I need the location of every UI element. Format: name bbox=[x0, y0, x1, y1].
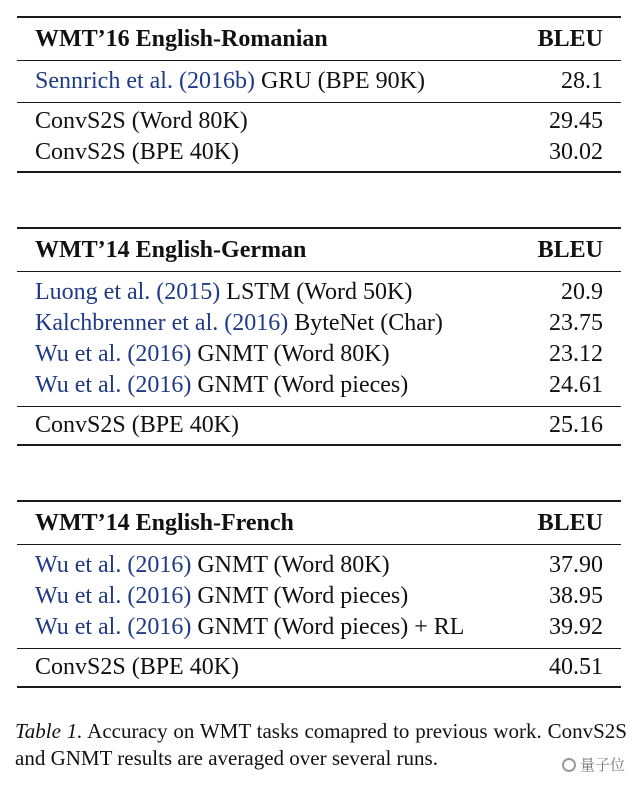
table-row bbox=[17, 105, 621, 136]
table-row bbox=[17, 338, 621, 369]
bottom-rule bbox=[17, 444, 621, 446]
bleu-score: 23.12 bbox=[549, 340, 603, 367]
bottom-rule bbox=[17, 686, 621, 688]
bleu-score: 23.75 bbox=[549, 309, 603, 336]
table-en-de bbox=[17, 227, 621, 446]
citation-link[interactable]: Wu et al. (2016) bbox=[35, 613, 192, 640]
table-header bbox=[17, 229, 621, 271]
table-row bbox=[17, 611, 621, 642]
bleu-score: 28.1 bbox=[561, 67, 603, 94]
bleu-score: 39.92 bbox=[549, 613, 603, 640]
table-row bbox=[17, 651, 621, 682]
table-row bbox=[17, 307, 621, 338]
model-name: ConvS2S (BPE 40K) bbox=[35, 138, 240, 165]
watermark bbox=[559, 754, 628, 775]
bottom-rule bbox=[17, 171, 621, 173]
bleu-score: 25.16 bbox=[549, 411, 603, 438]
table-en-fr bbox=[17, 500, 621, 688]
model-name: ConvS2S (Word 80K) bbox=[35, 107, 248, 134]
caption-text: Accuracy on WMT tasks comapred to previous work. ConvS2S and GNMT results are averaged over several runs. bbox=[15, 719, 627, 770]
model-name: GNMT (Word pieces) bbox=[191, 371, 409, 398]
citation-link[interactable]: Kalchbrenner et al. (2016) bbox=[35, 309, 289, 336]
citation-link[interactable]: Sennrich et al. (2016b) bbox=[35, 67, 255, 94]
caption-label: Table 1. bbox=[15, 719, 83, 743]
citation-link[interactable]: Luong et al. (2015) bbox=[35, 278, 221, 305]
model-name: GNMT (Word pieces) + RL bbox=[191, 613, 465, 640]
bleu-score: 38.95 bbox=[549, 582, 603, 609]
model-name: GRU (BPE 90K) bbox=[254, 67, 425, 94]
table-row bbox=[17, 369, 621, 400]
bleu-score: 24.61 bbox=[549, 371, 603, 398]
table-title: WMT’14 English-French bbox=[35, 510, 294, 536]
bleu-score: 30.02 bbox=[549, 138, 603, 165]
table-row bbox=[17, 580, 621, 611]
model-name: ByteNet (Char) bbox=[288, 309, 443, 336]
model-name: ConvS2S (BPE 40K) bbox=[35, 411, 240, 438]
model-name: GNMT (Word pieces) bbox=[191, 582, 409, 609]
table-en-ro bbox=[17, 16, 621, 173]
bleu-score: 20.9 bbox=[561, 278, 603, 305]
table-caption bbox=[15, 718, 627, 772]
model-name: LSTM (Word 50K) bbox=[220, 278, 413, 305]
citation-link[interactable]: Wu et al. (2016) bbox=[35, 371, 192, 398]
watermark-text: 量子位 bbox=[579, 756, 625, 774]
table-row bbox=[17, 409, 621, 440]
table-title: WMT’16 English-Romanian bbox=[35, 26, 328, 52]
bleu-score: 29.45 bbox=[549, 107, 603, 134]
model-name: GNMT (Word 80K) bbox=[191, 551, 390, 578]
metric-header: BLEU bbox=[537, 510, 603, 536]
table-row bbox=[17, 276, 621, 307]
table-row bbox=[17, 549, 621, 580]
citation-link[interactable]: Wu et al. (2016) bbox=[35, 582, 192, 609]
metric-header: BLEU bbox=[537, 26, 603, 52]
bleu-score: 37.90 bbox=[549, 551, 603, 578]
table-title: WMT’14 English-German bbox=[35, 237, 307, 263]
table-header bbox=[17, 18, 621, 60]
citation-link[interactable]: Wu et al. (2016) bbox=[35, 340, 192, 367]
table-row bbox=[17, 136, 621, 167]
table-header bbox=[17, 502, 621, 544]
wechat-icon bbox=[562, 758, 576, 772]
table-row bbox=[17, 65, 621, 96]
citation-link[interactable]: Wu et al. (2016) bbox=[35, 551, 192, 578]
metric-header: BLEU bbox=[537, 237, 603, 263]
model-name: GNMT (Word 80K) bbox=[191, 340, 390, 367]
bleu-score: 40.51 bbox=[549, 653, 603, 680]
model-name: ConvS2S (BPE 40K) bbox=[35, 653, 240, 680]
